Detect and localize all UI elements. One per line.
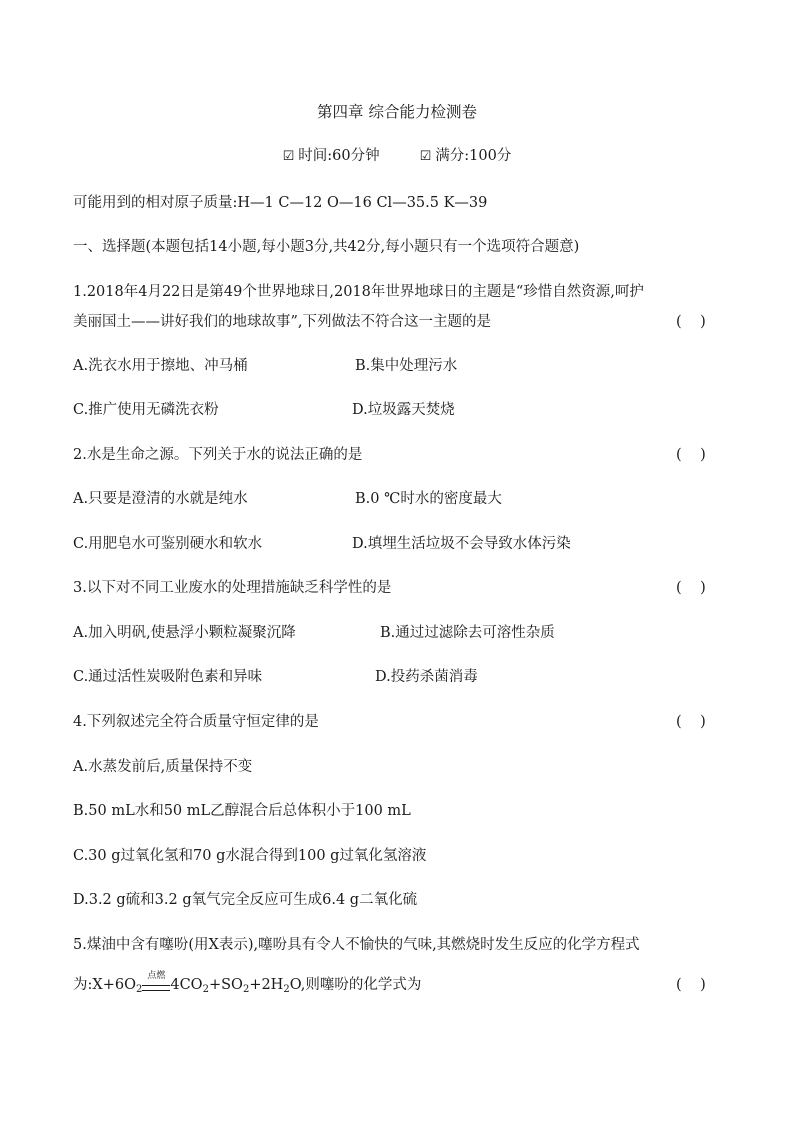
atomic-masses: 可能用到的相对原子质量:H—1 C—12 O—16 Cl—35.5 K—39: [73, 195, 488, 211]
q5-answer-blank: ( ): [676, 977, 706, 993]
q2-option-b: B.0 ℃时水的密度最大: [355, 491, 502, 507]
q2-answer-blank: ( ): [676, 447, 706, 463]
q4-stem: 4.下列叙述完全符合质量守恒定律的是: [73, 714, 319, 730]
checkbox-icon: ☑: [282, 149, 295, 164]
q4-answer-blank: ( ): [676, 714, 706, 730]
exam-time: 时间:60分钟: [298, 148, 380, 164]
q2-option-c: C.用肥皂水可鉴别硬水和软水: [73, 536, 263, 552]
q1-stem-line2: 美丽国土——讲好我们的地球故事”,下列做法不符合这一主题的是: [73, 314, 492, 330]
q4-option-b: B.50 mL水和50 mL乙醇混合后总体积小于100 mL: [73, 803, 411, 819]
q3-answer-blank: ( ): [676, 580, 706, 596]
q3-stem: 3.以下对不同工业废水的处理措施缺乏科学性的是: [73, 580, 392, 596]
reaction-condition: 点燃: [147, 971, 166, 981]
q1-option-b: B.集中处理污水: [355, 358, 458, 374]
checkbox-icon: ☑: [419, 149, 432, 164]
q2-stem: 2.水是生命之源。下列关于水的说法正确的是: [73, 447, 363, 463]
q1-option-c: C.推广使用无磷洗衣粉: [73, 402, 219, 418]
q4-option-c: C.30 g过氧化氢和70 g水混合得到100 g过氧化氢溶液: [73, 848, 427, 864]
equals-sign: [142, 985, 170, 991]
q3-option-d: D.投药杀菌消毒: [375, 669, 478, 685]
q1-option-d: D.垃圾露天焚烧: [352, 402, 455, 418]
section-heading: 一、选择题(本题包括14小题,每小题3分,共42分,每小题只有一个选项符合题意): [73, 239, 580, 255]
q5-equation: 为$:X+6O_2$ 点燃 $4CO_2+SO_2+2H_2O$,则噻吩的化学式为: [73, 971, 422, 995]
q3-option-c: C.通过活性炭吸附色素和异味: [73, 669, 263, 685]
q1-option-a: A.洗衣水用于擦地、冲马桶: [73, 358, 248, 374]
q3-option-a: A.加入明矾,使悬浮小颗粒凝聚沉降: [73, 625, 296, 641]
q2-option-a: A.只要是澄清的水就是纯水: [73, 491, 248, 507]
q1-stem-line1: 1.2018年4月22日是第49个世界地球日,2018年世界地球日的主题是“珍惜自然资源,呵护: [73, 284, 644, 300]
reaction-arrow: [142, 971, 170, 995]
q4-option-d: D.3.2 g硫和3.2 g氧气完全反应可生成6.4 g二氧化硫: [73, 892, 418, 908]
q5-stem-line1: 5.煤油中含有噻吩(用X表示),噻吩具有令人不愉快的气味,其燃烧时发生反应的化学方程式: [73, 937, 640, 953]
q4-option-a: A.水蒸发前后,质量保持不变: [73, 759, 253, 775]
page-title: 第四章 综合能力检测卷: [317, 103, 477, 121]
exam-meta: [0, 146, 794, 167]
q3-option-b: B.通过过滤除去可溶性杂质: [380, 625, 555, 641]
q2-option-d: D.填埋生活垃圾不会导致水体污染: [352, 536, 571, 552]
exam-score: 满分:100分: [435, 148, 512, 164]
q1-answer-blank: ( ): [676, 314, 706, 330]
